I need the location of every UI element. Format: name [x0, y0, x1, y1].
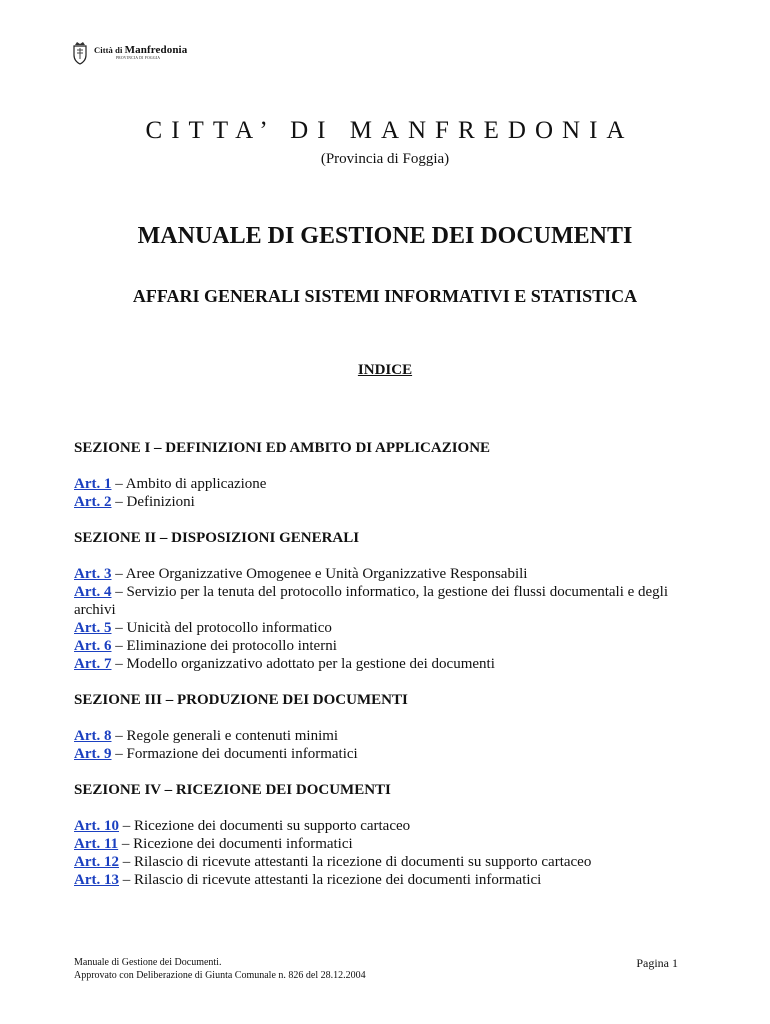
footer-line-2: Approvato con Deliberazione di Giunta Comunale n. 826 del 28.12.2004	[74, 970, 366, 981]
section-title: SEZIONE III – PRODUZIONE DEI DOCUMENTI	[74, 692, 408, 708]
article-entry	[74, 835, 704, 853]
article-description: – Eliminazione dei protocollo interni	[111, 638, 337, 654]
article-description: – Ricezione dei documenti informatici	[118, 836, 353, 852]
article-link[interactable]: Art. 11	[74, 836, 119, 852]
article-entry	[74, 637, 704, 655]
article-entry	[74, 493, 704, 511]
section-3	[74, 691, 704, 763]
section-2	[74, 529, 704, 673]
article-link[interactable]: Art. 9	[74, 746, 112, 762]
article-description: – Aree Organizzative Omogenee e Unità Organizzative Responsabili	[111, 566, 528, 582]
article-link[interactable]: Art. 12	[74, 854, 119, 870]
section-title: SEZIONE IV – RICEZIONE DEI DOCUMENTI	[74, 782, 391, 798]
section-title: SEZIONE II – DISPOSIZIONI GENERALI	[74, 530, 360, 546]
section-4	[74, 781, 704, 889]
article-description: – Regole generali e contenuti minimi	[111, 728, 339, 744]
article-link[interactable]: Art. 2	[74, 494, 112, 510]
coat-of-arms-icon	[72, 41, 88, 65]
article-entry	[74, 565, 704, 583]
section-title: SEZIONE I – DEFINIZIONI ED AMBITO DI APPLICAZIONE	[74, 440, 491, 456]
article-description: – Unicità del protocollo informatico	[111, 620, 332, 636]
article-entry	[74, 583, 704, 619]
article-description: – Rilascio di ricevute attestanti la ricezione di documenti su supporto cartaceo	[119, 854, 592, 870]
city-title: CITTA’ DI MANFREDONIA	[145, 117, 634, 144]
article-description: – Ambito di applicazione	[111, 476, 267, 492]
footer-note	[74, 956, 366, 982]
logo-province-text: PROVINCIA DI FOGGIA	[116, 56, 161, 60]
article-entry	[74, 727, 704, 745]
document-title: MANUALE DI GESTIONE DEI DOCUMENTI	[137, 223, 633, 249]
logo-city-text: Città di	[94, 45, 123, 55]
article-link[interactable]: Art. 10	[74, 818, 119, 834]
article-link[interactable]: Art. 6	[74, 638, 112, 654]
article-description: – Modello organizzativo adottato per la gestione dei documenti	[111, 656, 495, 672]
city-logo	[72, 41, 187, 67]
article-entry	[74, 853, 704, 871]
article-entry	[74, 475, 704, 493]
index-content	[74, 439, 704, 907]
logo-name-text: Manfredonia	[124, 44, 188, 56]
article-description: – Rilascio di ricevute attestanti la ricezione dei documenti informatici	[119, 872, 542, 888]
article-entry	[74, 817, 704, 835]
page-number: Pagina 1	[636, 956, 678, 970]
article-link[interactable]: Art. 4	[74, 584, 112, 600]
article-description: – Definizioni	[111, 494, 195, 510]
province-subtitle: (Provincia di Foggia)	[320, 151, 450, 167]
section-1	[74, 439, 704, 511]
department-title: AFFARI GENERALI SISTEMI INFORMATIVI E STATISTICA	[132, 286, 638, 306]
article-description: – Formazione dei documenti informatici	[111, 746, 358, 762]
article-link[interactable]: Art. 3	[74, 566, 112, 582]
article-description: – Servizio per la tenuta del protocollo informatico, la gestione dei flussi documentali e degli archivi	[74, 584, 669, 618]
article-link[interactable]: Art. 13	[74, 872, 119, 888]
article-entry	[74, 745, 704, 763]
article-link[interactable]: Art. 7	[74, 656, 112, 672]
article-link[interactable]: Art. 8	[74, 728, 112, 744]
article-link[interactable]: Art. 5	[74, 620, 112, 636]
article-entry	[74, 619, 704, 637]
article-entry	[74, 655, 704, 673]
article-description: – Ricezione dei documenti su supporto cartaceo	[119, 818, 411, 834]
index-heading: INDICE	[357, 362, 413, 378]
footer-line-1: Manuale di Gestione dei Documenti.	[74, 957, 222, 968]
article-link[interactable]: Art. 1	[74, 476, 112, 492]
article-entry	[74, 871, 704, 889]
